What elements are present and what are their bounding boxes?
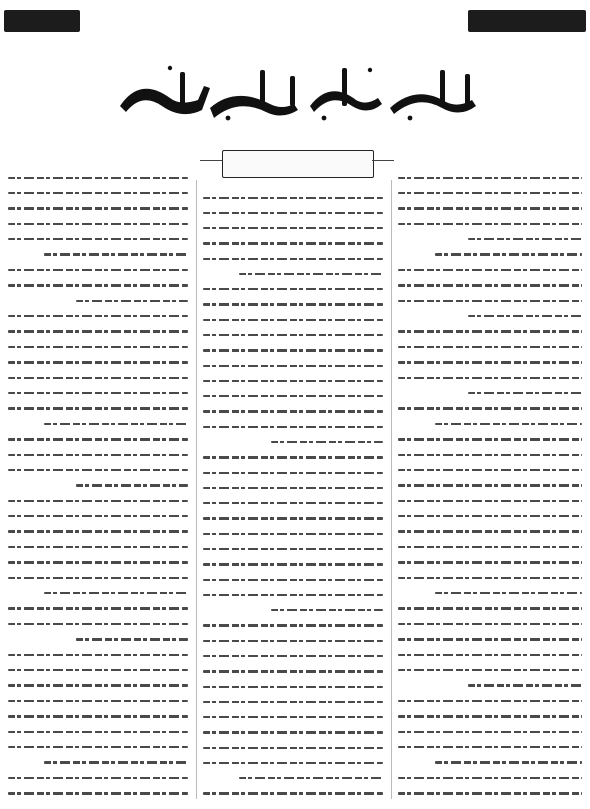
text-line [76,300,188,302]
text-line [435,592,582,594]
text-line [203,716,383,718]
text-line [8,454,188,456]
text-line [8,269,188,271]
text-line [398,269,582,271]
text-line [398,777,582,779]
text-line [398,530,582,532]
column-divider [196,180,197,799]
text-line [398,377,582,379]
text-line [203,686,383,688]
text-line [8,207,188,209]
text-line [203,594,383,596]
text-line [8,700,188,702]
text-line [468,392,582,394]
text-line [203,303,383,305]
text-line [203,288,383,290]
text-line [435,423,582,425]
text-line [398,300,582,302]
text-line [8,561,188,563]
text-line [203,670,383,672]
text-line [398,577,582,579]
text-line [8,777,188,779]
text-line [398,561,582,563]
byline [222,150,374,178]
text-line [8,438,188,440]
text-line [203,334,383,336]
text-line [398,407,582,409]
text-line [398,469,582,471]
episode-tag [4,10,80,32]
text-line [8,177,188,179]
text-line [398,715,582,717]
text-line [8,407,188,409]
text-line [8,469,188,471]
text-line [203,212,383,214]
text-line [8,792,188,794]
text-line [271,441,383,443]
text-line [435,253,582,255]
text-line [8,392,188,394]
text-line [44,423,188,425]
text-line [398,223,582,225]
text-line [203,456,383,458]
text-line [203,624,383,626]
text-line [8,377,188,379]
column-divider [391,180,392,799]
byline-rule-left [200,160,222,161]
text-line [203,258,383,260]
text-line [203,487,383,489]
text-line [203,563,383,565]
text-line [203,502,383,504]
text-line [203,655,383,657]
text-line [398,207,582,209]
text-line [271,609,383,611]
text-line [203,227,383,229]
text-line [8,746,188,748]
text-line [8,546,188,548]
text-line [398,623,582,625]
text-line [8,238,188,240]
text-line [44,592,188,594]
text-line [8,361,188,363]
text-line [239,777,383,779]
text-line [468,684,582,686]
text-line [203,792,383,794]
text-line [398,346,582,348]
text-line [203,731,383,733]
text-line [8,623,188,625]
text-line [398,669,582,671]
text-line [8,669,188,671]
text-line [76,484,188,486]
headline-calligraphy [110,62,490,128]
text-line [8,607,188,609]
text-line [44,761,188,763]
text-line [203,410,383,412]
text-line [398,607,582,609]
text-line [8,500,188,502]
text-line [398,638,582,640]
text-line [76,638,188,640]
text-line [203,762,383,764]
text-line [203,533,383,535]
text-line [398,330,582,332]
text-line [398,746,582,748]
text-line [203,242,383,244]
column-right [398,170,582,801]
text-line [8,330,188,332]
text-line [203,517,383,519]
text-line [8,192,188,194]
text-line [203,579,383,581]
column-middle [203,190,383,801]
text-line [398,792,582,794]
text-line [203,349,383,351]
text-line [398,192,582,194]
text-line [8,284,188,286]
text-line [203,395,383,397]
text-line [8,315,188,317]
text-line [398,361,582,363]
text-line [8,654,188,656]
text-line [203,701,383,703]
text-line [203,197,383,199]
text-line [8,515,188,517]
text-line [398,731,582,733]
byline-rule-right [372,160,394,161]
text-line [8,223,188,225]
text-line [398,284,582,286]
text-line [435,761,582,763]
text-line [203,640,383,642]
text-line [8,346,188,348]
text-line [8,577,188,579]
text-line [203,365,383,367]
text-line [203,548,383,550]
text-line [8,715,188,717]
text-line [398,700,582,702]
text-line [398,484,582,486]
text-line [203,319,383,321]
text-line [398,546,582,548]
column-left [8,170,188,801]
text-line [203,747,383,749]
text-line [203,380,383,382]
text-line [398,500,582,502]
text-line [44,253,188,255]
text-line [468,238,582,240]
text-line [468,315,582,317]
headline [110,62,490,128]
series-tag [468,10,586,32]
text-line [398,515,582,517]
text-line [8,731,188,733]
text-line [398,177,582,179]
text-line [203,426,383,428]
text-line [203,472,383,474]
text-line [398,438,582,440]
text-line [8,530,188,532]
text-line [398,654,582,656]
text-line [239,273,383,275]
text-line [8,684,188,686]
text-line [398,454,582,456]
